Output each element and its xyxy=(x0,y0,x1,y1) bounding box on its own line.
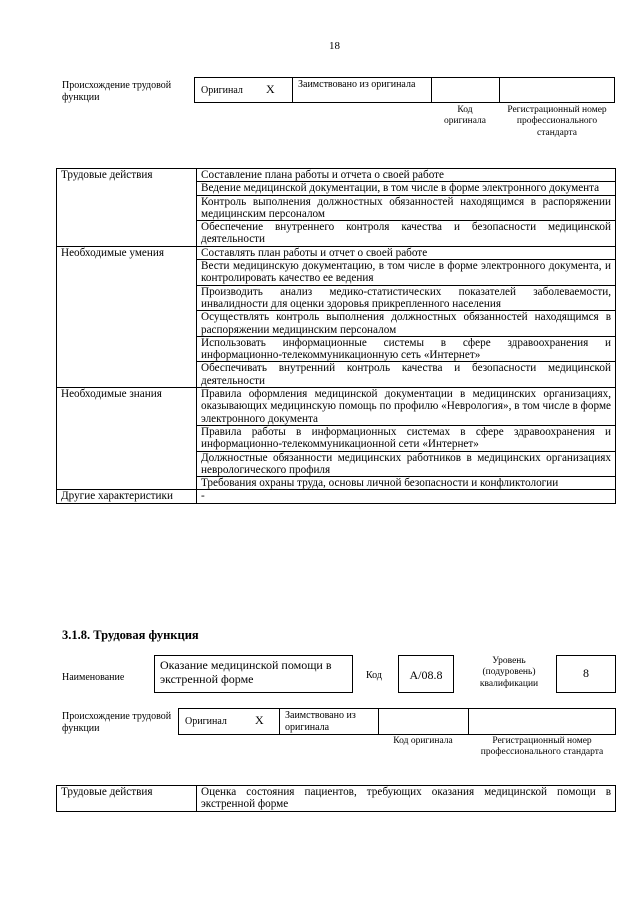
table-row xyxy=(57,388,616,426)
page-number: 18 xyxy=(329,40,340,52)
row-item-text: - xyxy=(197,490,616,503)
section-heading: 3.1.8. Трудовая функция xyxy=(62,628,199,642)
code-label: Код xyxy=(366,670,382,681)
row-item-text: Контроль выполнения должностных обязанностей находящимся в распоряжении медицинским персоналом xyxy=(197,195,616,221)
row-item-text: Использовать информационные системы в сфере здравоохранения и информационно-телекоммуникационную сеть «Интернет» xyxy=(197,336,616,362)
borrowed-label: Заимствовано из оригинала xyxy=(298,79,416,90)
origin2-divider-3 xyxy=(468,708,469,735)
row-item-text: Осуществлять контроль выполнения должностных обязанностей находящимся в распоряжении медицинским персоналом xyxy=(197,311,616,337)
row-item-text: Должностные обязанности медицинских работников в медицинских организациях неврологического профиля xyxy=(197,451,616,477)
table-row xyxy=(57,246,616,259)
origin-label-2: Происхождение трудовой функции xyxy=(62,711,172,734)
row-item-text: Ведение медицинской документации, в том числе в форме электронного документа xyxy=(197,182,616,195)
row-item-text: Составлять план работы и отчет о своей работе xyxy=(197,246,616,259)
row-group-label: Другие характеристики xyxy=(57,490,197,503)
origin-label: Происхождение трудовой функции xyxy=(62,80,172,103)
table-row xyxy=(57,490,616,503)
row-group-label: Необходимые умения xyxy=(57,246,197,387)
table-labor-functions-2 xyxy=(56,785,616,812)
original-mark: X xyxy=(266,82,275,96)
level-label: Уровень (подуровень) квалификации xyxy=(479,656,539,689)
table-labor-functions xyxy=(56,168,616,504)
origin-box-2 xyxy=(178,708,616,735)
origin-divider-3 xyxy=(499,77,500,103)
code-value-box: A/08.8 xyxy=(398,655,454,693)
row-group-label: Трудовые действия xyxy=(57,786,197,812)
code-original-label: Код оригинала xyxy=(444,105,486,127)
table-row xyxy=(57,786,616,812)
original-mark-2: X xyxy=(255,713,264,727)
row-item-text: Требования охраны труда, основы личной безопасности и конфликтологии xyxy=(197,477,616,490)
origin-divider-1 xyxy=(292,77,293,103)
origin2-divider-2 xyxy=(378,708,379,735)
original-label-2: Оригинал xyxy=(185,716,227,727)
row-item-text: Составление плана работы и отчета о своей работе xyxy=(197,169,616,182)
row-group-label: Трудовые действия xyxy=(57,169,197,247)
row-item-text: Правила работы в информационных системах в сфере здравоохранения и информационно-телекоммуникационной сети «Интернет» xyxy=(197,425,616,451)
row-item-text: Правила оформления медицинской документации в медицинских организациях, оказывающих медицинскую помощь по профилю «Неврология», в том числе в форме электронного документа xyxy=(197,388,616,426)
row-item-text: Оценка состояния пациентов, требующих оказания медицинской помощи в экстренной форме xyxy=(197,786,616,812)
origin-divider-2 xyxy=(431,77,432,103)
function-name-box: Оказание медицинской помощи в экстренной форме xyxy=(154,655,353,693)
level-value-box: 8 xyxy=(556,655,616,693)
original-label: Оригинал xyxy=(201,85,243,96)
borrowed-label-2: Заимствовано из оригинала xyxy=(285,710,356,733)
table-row xyxy=(57,169,616,182)
origin2-divider-1 xyxy=(279,708,280,735)
row-item-text: Обеспечение внутреннего контроля качества и безопасности медицинской деятельности xyxy=(197,221,616,247)
registration-number-label: Регистрационный номер профессионального стандарта xyxy=(507,105,607,138)
row-group-label: Необходимые знания xyxy=(57,388,197,490)
name-label: Наименование xyxy=(62,672,125,683)
code-original-label-2: Код оригинала xyxy=(393,736,453,746)
registration-number-label-2: Регистрационный номер профессионального стандарта xyxy=(480,736,604,758)
row-item-text: Вести медицинскую документацию, в том числе в форме электронного документа, и контролировать качество ее ведения xyxy=(197,260,616,286)
row-item-text: Производить анализ медико-статистических показателей заболеваемости, инвалидности для оценки здоровья прикрепленного населения xyxy=(197,285,616,311)
row-item-text: Обеспечивать внутренний контроль качества и безопасности медицинской деятельности xyxy=(197,362,616,388)
